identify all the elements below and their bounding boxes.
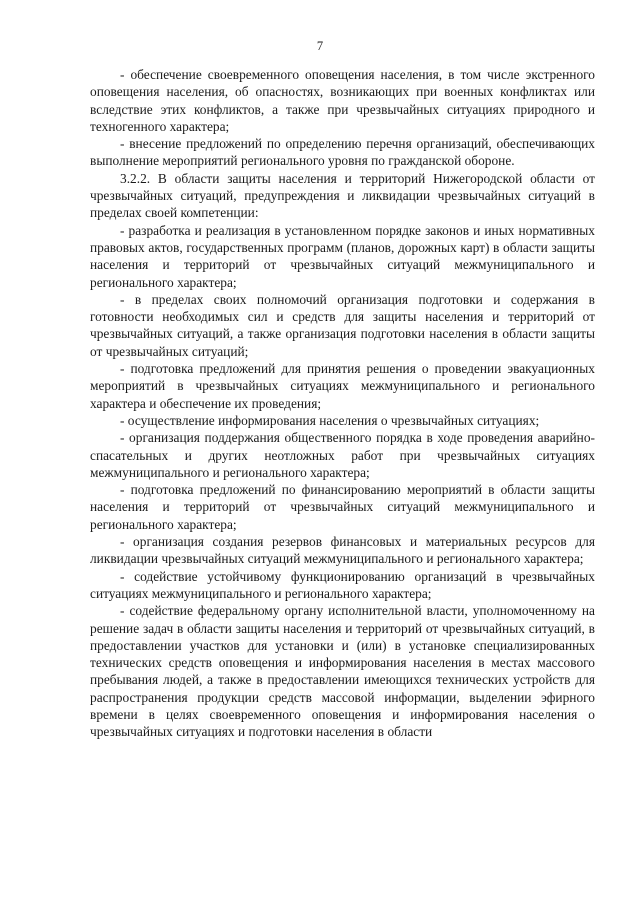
- paragraph-federal-assistance: - содействие федеральному органу исполнительной власти, уполномоченному на решение задач в области защиты населения и территорий от чрезвычайных ситуаций, в предоставлении участков для установки и (или) в установке специализированных технических средств оповещения и информирования населения в местах массового пребывания людей, а также в предоставлении имеющихся технических устройств для распространения продукции средств массовой информации, выделении эфирного времени в целях своевременного оповещения и информирования населения о чрезвычайных ситуациях и подготовки населения в области: [90, 603, 595, 740]
- document-body: [90, 66, 595, 741]
- page-number: 7: [316, 39, 324, 53]
- paragraph-alert-population: - обеспечение своевременного оповещения населения, в том числе экстренного оповещения населения, об опасностях, возникающих при военных конфликтах или вследствие этих конфликтов, а также при чрезвычайных ситуациях природного и техногенного характера;: [90, 67, 595, 134]
- paragraph-section-3-2-2: 3.2.2. В области защиты населения и территорий Нижегородской области от чрезвычайных ситуаций, предупреждения и ликвидации чрезвычайных ситуаций в пределах своей компетенции:: [90, 170, 595, 221]
- paragraph-organizations-list: - внесение предложений по определению перечня организаций, обеспечивающих выполнение мероприятий регионального уровня по гражданской обороне.: [90, 136, 595, 169]
- paragraph-reserves: - организация создания резервов финансовых и материальных ресурсов для ликвидации чрезвычайных ситуаций межмуниципального и регионального характера;: [90, 534, 595, 567]
- paragraph-public-order: - организация поддержания общественного порядка в ходе проведения аварийно-спасательных и других неотложных работ при чрезвычайных ситуациях межмуниципального и регионального характера;: [90, 430, 595, 480]
- paragraph-financing: - подготовка предложений по финансированию мероприятий в области защиты населения и территорий от чрезвычайных ситуаций межмуниципального и регионального характера;: [90, 482, 595, 532]
- paragraph-forces-readiness: - в пределах своих полномочий организация подготовки и содержания в готовности необходимых сил и средств для защиты населения и территорий от чрезвычайных ситуаций, а также организация подготовки населения в области защиты от чрезвычайных ситуаций;: [90, 291, 595, 359]
- paragraph-evacuation: - подготовка предложений для принятия решения о проведении эвакуационных мероприятий в чрезвычайных ситуациях межмуниципального и регионального характера и обеспечение их проведения;: [90, 361, 595, 411]
- paragraph-informing: - осуществление информирования населения о чрезвычайных ситуациях;: [120, 412, 540, 428]
- paragraph-laws-development: - разработка и реализация в установленном порядке законов и иных нормативных правовых актов, государственных программ (планов, дорожных карт) в области защиты населения и территорий от чрезвычайных ситуаций межмуниципального и регионального характера;: [90, 222, 595, 290]
- paragraph-sustainability: - содействие устойчивому функционированию организаций в чрезвычайных ситуациях межмуниципального и регионального характера;: [90, 568, 595, 601]
